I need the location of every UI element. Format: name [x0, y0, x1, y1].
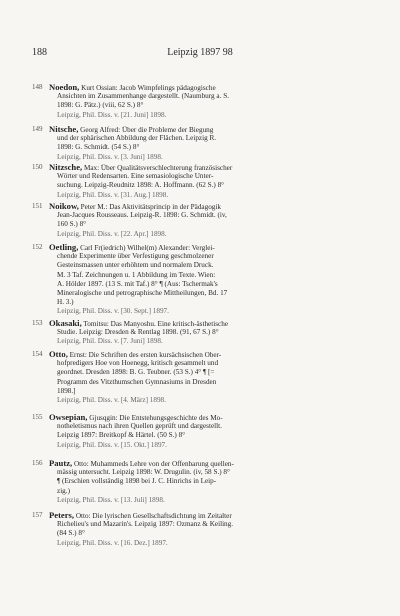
entry-text: Leipzig, Phil. Diss. v. [13. Juli] 1898. [57, 495, 165, 504]
entry-body [49, 202, 372, 239]
entry-line [49, 143, 372, 152]
entry-number: 153 [32, 319, 43, 327]
entry-text: 1898: G. Pätz.) (viii, 62 S.) 8° [57, 101, 144, 110]
entry-text: H. 3.) [57, 298, 74, 307]
entry-line [49, 459, 372, 468]
entry-text: Otto: Muhammeds Lehre von der Offenbarung quellen- [72, 460, 234, 468]
entry-line [49, 163, 372, 172]
entry-text: zig.) [57, 486, 70, 495]
entry-text: Georg Alfred: Über die Probleme der Biegung [78, 126, 214, 134]
entry-line [49, 431, 372, 440]
entry-text: Leipzig, Phil. Diss. v. [7. Juni] 1898. [57, 337, 163, 346]
entry-line [49, 529, 372, 538]
entry-text: und der sphärischen Abbildung der Flächen. Leipzig R. [57, 134, 217, 143]
author-surname: Pautz, [49, 459, 73, 468]
entry-number: 150 [32, 163, 43, 171]
entry-line [49, 387, 372, 396]
entry-body [49, 243, 372, 317]
entry-body [49, 413, 372, 450]
entry-text: chende Experimente über Verfestigung geschmolzener [57, 252, 214, 261]
entry-text: Ernst: Die Schriften des ersten kursächsischen Ober- [67, 351, 222, 359]
entry-text: Kurt Ossian: Jacob Wimpfelings pädagogische [79, 84, 216, 92]
entry-text: Max: Über Qualitätsverschlechterung französischer [82, 164, 233, 172]
entry-line [49, 477, 372, 486]
entry-text: Leipzig, Phil. Diss. v. [4. März] 1898. [57, 395, 166, 404]
entry-number: 151 [32, 202, 43, 210]
entry-line [49, 487, 372, 496]
entry-body [49, 319, 372, 347]
entry-line [49, 359, 372, 368]
entry-text: Leipzig, Phil. Diss. v. [3. Juni] 1898. [57, 152, 163, 161]
entry-number: 155 [32, 413, 43, 421]
author-surname: Otto, [49, 350, 68, 359]
entry-line [49, 101, 372, 110]
entry-dissertation-note [49, 396, 372, 405]
entry-line [49, 280, 372, 289]
entry-line [49, 125, 372, 134]
entry-line [49, 368, 372, 377]
entry-text: Leipzig, Phil. Diss. v. [30. Sept.] 1897. [57, 307, 169, 316]
entry-text: Ansichten im Zusammenhange dargestellt. (Naumburg a. S. [57, 92, 229, 101]
entry-line [49, 202, 372, 211]
author-surname: Nitsche, [49, 125, 79, 134]
entry-text: ¶ (Erschien vollständig 1898 bei J. C. Hinrichs in Leip- [57, 477, 217, 486]
entry-text: 160 S.) 8° [57, 220, 87, 229]
entry-dissertation-note [49, 153, 372, 162]
page-header [32, 47, 368, 61]
entry-line [49, 172, 372, 181]
entry-text: Jean-Jacques Rousseaus. Leipzig-R. 1898: G. Schmidt. (iv, [57, 211, 227, 220]
entry-number: 154 [32, 350, 43, 358]
entry-text: Leipzig, Phil. Diss. v. [22. Apr.] 1898. [57, 229, 167, 238]
entry-line [49, 252, 372, 261]
entry-text: mässig untersucht. Leipzig 1898: W. Drugulin. (iv, 58 S.) 8° [57, 468, 230, 477]
entry-dissertation-note [49, 337, 372, 346]
entry-line [49, 181, 372, 190]
entry-text: (84 S.) 8° [57, 529, 85, 538]
entry-dissertation-note [49, 230, 372, 239]
entry-number: 148 [32, 83, 43, 91]
entry-dissertation-note [49, 496, 372, 505]
entry-line [49, 289, 372, 298]
entry-body [49, 83, 372, 120]
author-surname: Peters, [49, 511, 75, 520]
entry-line [49, 92, 372, 101]
entry-dissertation-note [49, 441, 372, 450]
entry-text: Studie. Leipzig: Dresden & Rentlag 1898. (91, 67 S.) 8° [57, 328, 219, 337]
entry-text: Programm des Vitzthumschen Gymnasiums in Dresden [57, 377, 217, 386]
entry-dissertation-note [49, 307, 372, 316]
entry-text: 1898.] [57, 386, 76, 395]
entry-line [49, 220, 372, 229]
entry-text: geordnet. Dresden 1898: B. G. Teubner. (53 S.) 4° ¶ [= [57, 368, 215, 377]
entry-line [49, 261, 372, 270]
entry-text: Leipzig, Phil. Diss. v. [16. Dez.] 1897. [57, 538, 168, 547]
author-surname: Nitzsche, [49, 163, 83, 172]
entry-body [49, 163, 372, 200]
author-surname: Noedon, [49, 83, 80, 92]
entry-line [49, 468, 372, 477]
entry-line [49, 328, 372, 337]
entry-dissertation-note [49, 111, 372, 120]
entry-text: Peter M.: Das Aktivitätsprincip in der Pädagogik [78, 203, 221, 211]
running-title: Leipzig 1897 98 [167, 47, 233, 58]
entry-number: 149 [32, 125, 43, 133]
entry-body [49, 459, 372, 505]
entry-line [49, 243, 372, 252]
entry-text: hofpredigers Hoe von Hoenegg, kritisch gesammelt und [57, 359, 219, 368]
entry-line [49, 134, 372, 143]
entry-dissertation-note [49, 191, 372, 200]
entry-line [49, 211, 372, 220]
entry-text: Leipzig 1897: Breitkopf & Härtel. (50 S.) 8° [57, 431, 186, 440]
entry-line [49, 319, 372, 328]
entry-line [49, 271, 372, 280]
entry-body [49, 511, 372, 548]
entry-line [49, 350, 372, 359]
author-surname: Owsepian, [49, 413, 88, 422]
entry-line [49, 298, 372, 307]
author-surname: Oetling, [49, 243, 79, 252]
entry-line [49, 378, 372, 387]
entry-text: Leipzig, Phil. Diss. v. [31. Aug.] 1898. [57, 190, 169, 199]
entry-dissertation-note [49, 539, 372, 548]
entry-line [49, 511, 372, 520]
entry-line [49, 83, 372, 92]
entry-number: 156 [32, 459, 43, 467]
entry-line [49, 413, 372, 422]
entry-text: Leipzig, Phil. Diss. v. [15. Okt.] 1897. [57, 440, 167, 449]
entry-line [49, 520, 372, 529]
entry-text: notheletismus nach ihren Quellen geprüft und dargestellt. [57, 422, 222, 431]
entry-body [49, 125, 372, 162]
entry-body [49, 350, 372, 405]
entry-text: Otto: Die lyrischen Gesellschaftsdichtung im Zeitalter [74, 512, 232, 520]
entry-text: Carl Fr(iedrich) Wilhel(m) Alexander: Verglei- [78, 244, 215, 252]
entry-text: Wörter und Redensarten. Eine semasiologische Unter- [57, 172, 214, 181]
page-number: 188 [32, 47, 47, 58]
entry-text: suchung. Leipzig-Reudnitz 1898: A. Hoffmann. (62 S.) 8° [57, 181, 225, 190]
entry-text: Richelieu's und Mazarin's. Leipzig 1897: Ozmanz & Keiling. [57, 520, 234, 529]
author-surname: Noikow, [49, 202, 79, 211]
entry-text: Mineralogische und petrographische Mittheilungen, Bd. 17 [57, 288, 228, 297]
entry-text: Leipzig, Phil. Diss. v. [21. Juni] 1898. [57, 110, 167, 119]
author-surname: Okasaki, [49, 319, 82, 328]
entry-text: Gjusqgin: Die Entstehungsgeschichte des Mo- [87, 414, 223, 422]
entry-number: 157 [32, 511, 43, 519]
entry-text: 1898: G. Schmidt. (54 S.) 8° [57, 143, 140, 152]
entry-text: Tomitsu: Das Manyoshu. Eine kritisch-ästhetische [81, 320, 229, 328]
entry-text: A. Hölder 1897. (13 S. mit Taf.) 8° ¶ (Aus: Tschermak's [57, 279, 218, 288]
entry-line [49, 422, 372, 431]
entry-text: Gesteinsmassen unter erhöhtem und normalem Druck. [57, 261, 214, 270]
entry-text: M. 3 Taf. Zeichnungen u. 1 Abbildung im Texte. Wien: [57, 270, 216, 279]
entry-number: 152 [32, 243, 43, 251]
